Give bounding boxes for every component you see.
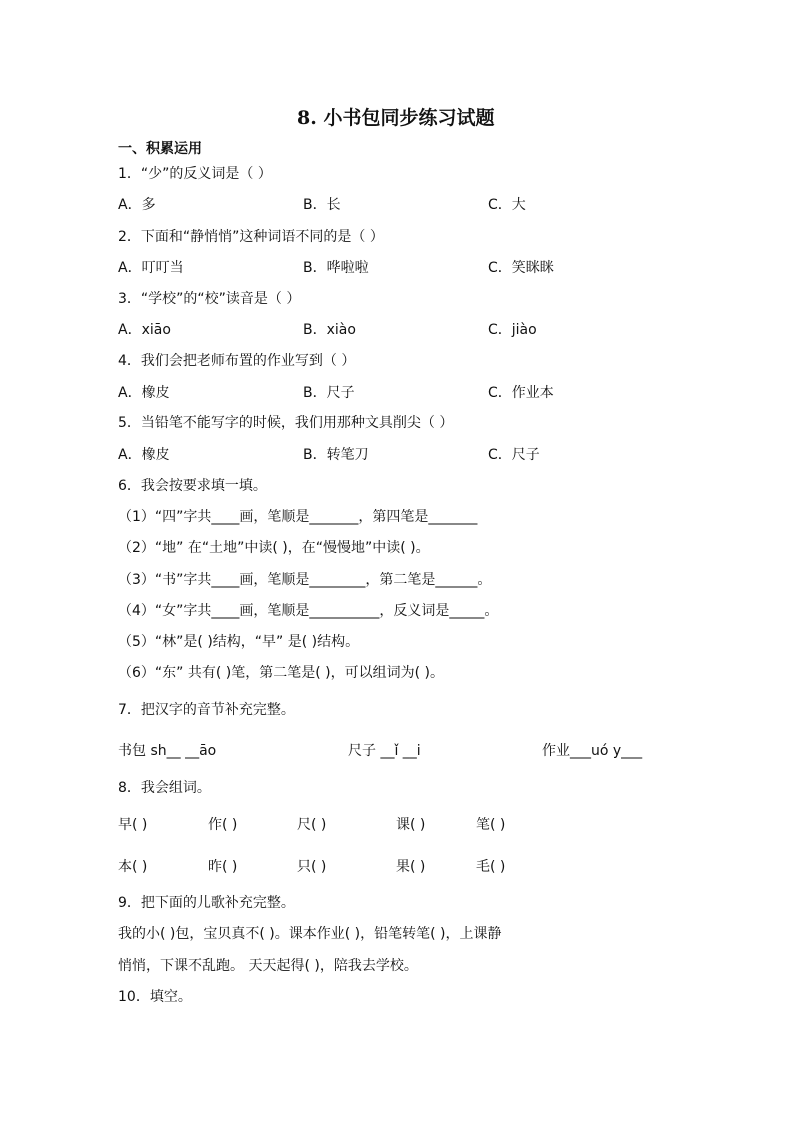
question-9-stem: 9．把下面的儿歌补充完整。: [118, 895, 295, 911]
question-5-option-b: B．转笔刀: [303, 447, 369, 463]
question-4-option-b: B．尺子: [303, 385, 355, 401]
question-8-row2-item-3: 只( ): [297, 859, 327, 875]
question-8-stem: 8．我会组词。: [118, 780, 211, 796]
question-3-option-a: A．xiāo: [118, 322, 171, 338]
question-2-option-b: B．哗啦啦: [303, 260, 369, 276]
question-8-row1-item-1: 早( ): [118, 817, 148, 833]
question-6-item-4: （4）“女”字共____画，笔顺是__________，反义词是_____。: [118, 603, 499, 619]
question-1-option-a: A．多: [118, 197, 156, 213]
question-5-option-c: C．尺子: [488, 447, 540, 463]
question-6-item-5: （5）“林”是( )结构，“早” 是( )结构。: [118, 634, 360, 650]
question-6-item-2: （2）“地” 在“土地”中读( )，在“慢慢地”中读( )。: [118, 540, 430, 556]
question-4-option-a: A．橡皮: [118, 385, 170, 401]
question-1-option-b: B．长: [303, 197, 341, 213]
question-3-option-b: B．xiào: [303, 322, 356, 338]
question-8-row2-item-5: 毛( ): [476, 859, 506, 875]
question-3-option-c: C．jiào: [488, 322, 537, 338]
question-10-stem: 10．填空。: [118, 989, 192, 1005]
question-2-option-c: C．笑眯眯: [488, 260, 554, 276]
question-5-stem: 5．当铅笔不能写字的时候，我们用那种文具削尖（ ）: [118, 415, 454, 431]
question-7-part-b: 尺子 __ǐ __i: [348, 743, 421, 759]
question-6-item-6: （6）“东” 共有( )笔，第二笔是( )，可以组词为( )。: [118, 665, 444, 681]
page-title: 8. 小书包同步练习试题: [297, 107, 495, 129]
question-1-stem: 1．“少”的反义词是（ ）: [118, 166, 272, 182]
question-9-line-1: 我的小( )包，宝贝真不( )。课本作业( )，铅笔转笔( )，上课静: [118, 926, 502, 942]
question-3-stem: 3．“学校”的“校”读音是（ ）: [118, 291, 301, 307]
section-heading: 一、积累运用: [118, 141, 202, 157]
question-2-option-a: A．叮叮当: [118, 260, 184, 276]
question-2-stem: 2．下面和“静悄悄”这种词语不同的是（ ）: [118, 229, 384, 245]
question-8-row1-item-2: 作( ): [208, 817, 238, 833]
question-9-line-2: 悄悄，下课不乱跑。 天天起得( )，陪我去学校。: [118, 958, 418, 974]
question-7-part-c: 作业___uó y___: [542, 743, 643, 759]
question-4-option-c: C．作业本: [488, 385, 554, 401]
question-7-stem: 7．把汉字的音节补充完整。: [118, 702, 295, 718]
question-6-item-3: （3）“书”字共____画，笔顺是________，第二笔是______。: [118, 572, 492, 588]
question-4-stem: 4．我们会把老师布置的作业写到（ ）: [118, 353, 356, 369]
question-8-row1-item-3: 尺( ): [297, 817, 327, 833]
question-8-row2-item-4: 果( ): [396, 859, 426, 875]
question-7-part-a: 书包 sh__ __āo: [118, 743, 217, 759]
question-8-row2-item-1: 本( ): [118, 859, 148, 875]
question-6-stem: 6．我会按要求填一填。: [118, 478, 267, 494]
question-6-item-1: （1）“四”字共____画，笔顺是_______，第四笔是_______: [118, 509, 478, 525]
question-8-row1-item-5: 笔( ): [476, 817, 506, 833]
question-5-option-a: A．橡皮: [118, 447, 170, 463]
question-8-row1-item-4: 课( ): [396, 817, 426, 833]
question-8-row2-item-2: 昨( ): [208, 859, 238, 875]
question-1-option-c: C．大: [488, 197, 526, 213]
